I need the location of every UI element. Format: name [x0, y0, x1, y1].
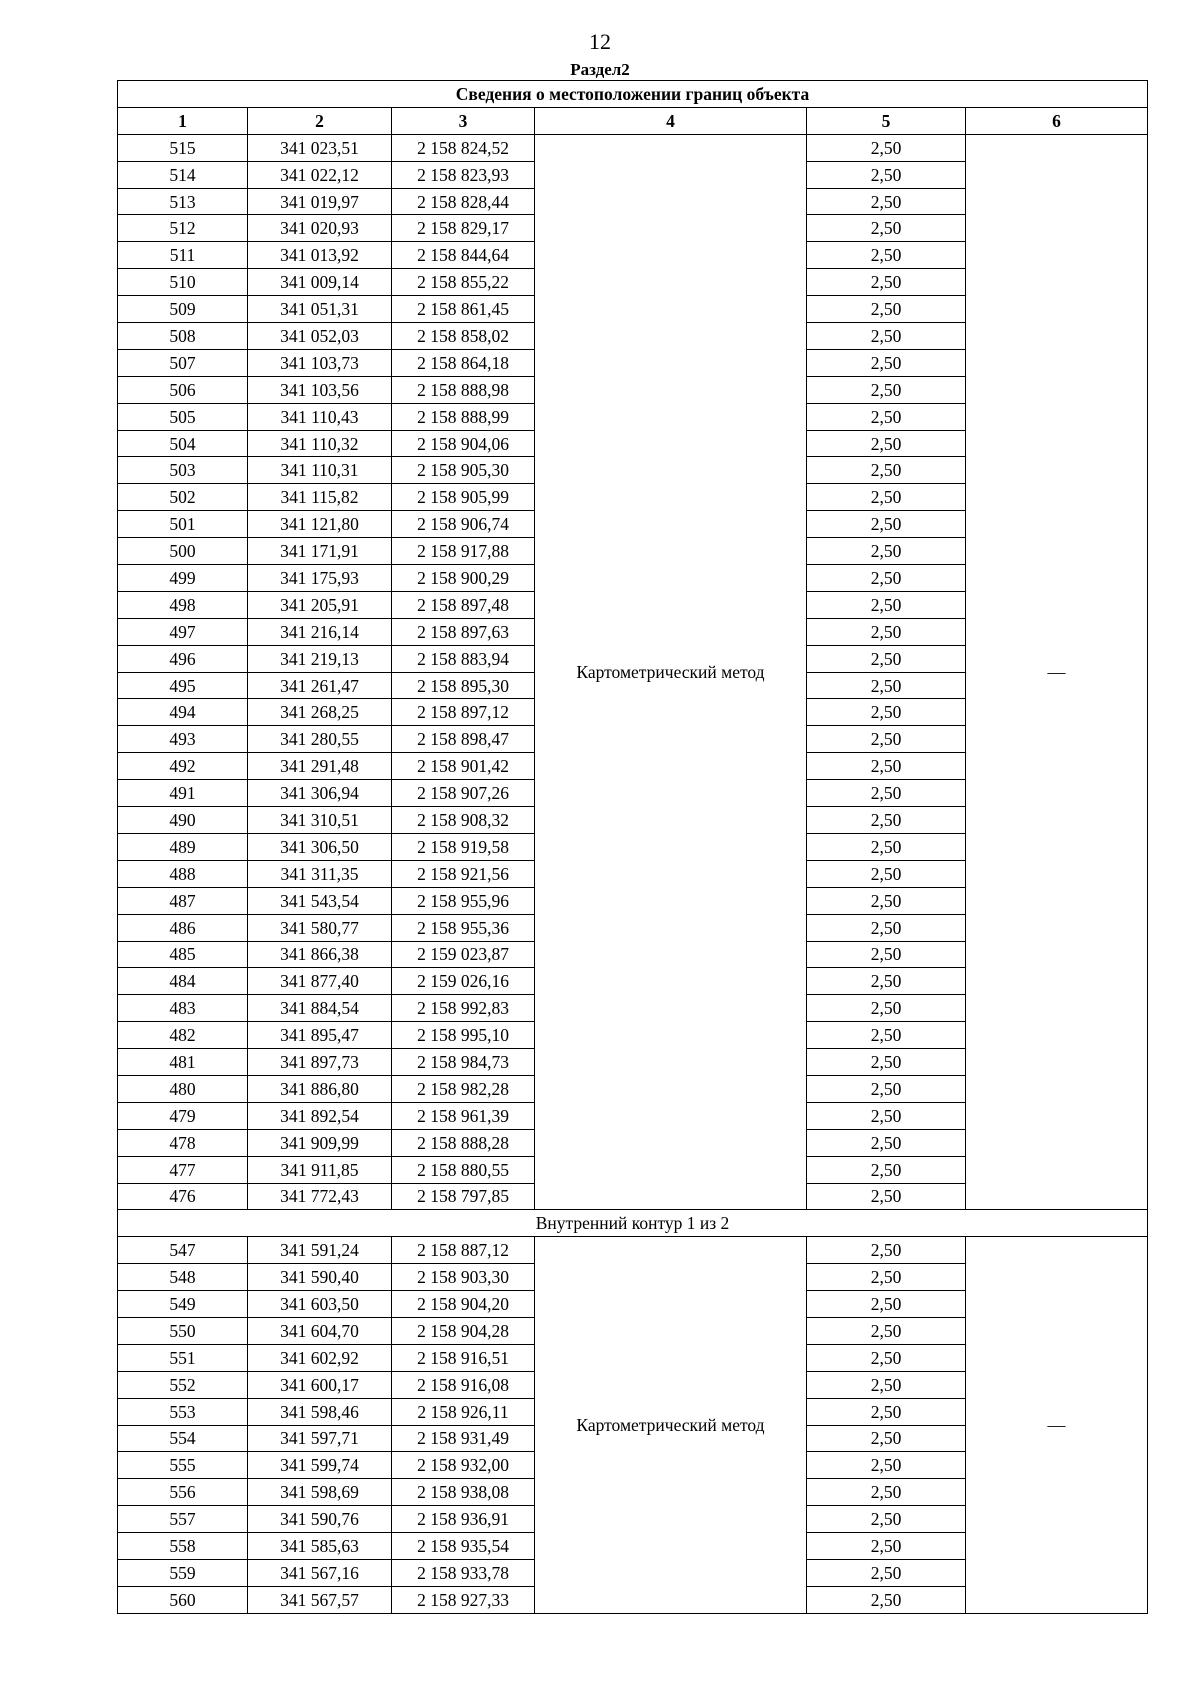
coordinate-y: 2 158 897,48	[392, 591, 535, 618]
coordinate-y: 2 158 888,28	[392, 1129, 535, 1156]
coordinate-x: 341 909,99	[248, 1129, 392, 1156]
coordinate-y: 2 158 828,44	[392, 188, 535, 215]
point-number: 558	[118, 1533, 248, 1560]
point-number: 513	[118, 188, 248, 215]
precision-value: 2,50	[807, 780, 966, 807]
coordinate-y: 2 158 933,78	[392, 1559, 535, 1586]
coordinate-x: 341 216,14	[248, 618, 392, 645]
point-number: 478	[118, 1129, 248, 1156]
coordinate-y: 2 158 898,47	[392, 726, 535, 753]
point-number: 514	[118, 161, 248, 188]
point-number: 505	[118, 403, 248, 430]
coordinate-y: 2 158 864,18	[392, 349, 535, 376]
coordinate-y: 2 158 858,02	[392, 323, 535, 350]
point-number: 485	[118, 941, 248, 968]
precision-value: 2,50	[807, 1237, 966, 1264]
coordinate-y: 2 158 829,17	[392, 215, 535, 242]
coordinate-x: 341 892,54	[248, 1102, 392, 1129]
coordinate-y: 2 158 880,55	[392, 1156, 535, 1183]
point-number: 488	[118, 860, 248, 887]
coordinate-x: 341 580,77	[248, 914, 392, 941]
point-number: 495	[118, 672, 248, 699]
coordinate-y: 2 158 992,83	[392, 995, 535, 1022]
coordinate-y: 2 158 887,12	[392, 1237, 535, 1264]
precision-value: 2,50	[807, 1398, 966, 1425]
point-number: 555	[118, 1452, 248, 1479]
precision-value: 2,50	[807, 188, 966, 215]
coordinate-y: 2 158 904,06	[392, 430, 535, 457]
precision-value: 2,50	[807, 1102, 966, 1129]
column-header: 5	[807, 107, 966, 134]
point-number: 508	[118, 323, 248, 350]
point-number: 556	[118, 1479, 248, 1506]
coordinate-y: 2 158 984,73	[392, 1049, 535, 1076]
coordinate-x: 341 597,71	[248, 1425, 392, 1452]
precision-value: 2,50	[807, 1371, 966, 1398]
coordinate-x: 341 171,91	[248, 538, 392, 565]
coordinate-y: 2 158 905,99	[392, 484, 535, 511]
coordinate-y: 2 158 855,22	[392, 269, 535, 296]
point-number: 498	[118, 591, 248, 618]
coordinate-y: 2 158 921,56	[392, 860, 535, 887]
point-number: 510	[118, 269, 248, 296]
coordinate-x: 341 261,47	[248, 672, 392, 699]
coordinate-x: 341 866,38	[248, 941, 392, 968]
precision-value: 2,50	[807, 1452, 966, 1479]
precision-value: 2,50	[807, 242, 966, 269]
point-number: 483	[118, 995, 248, 1022]
precision-value: 2,50	[807, 1559, 966, 1586]
coordinate-x: 341 103,73	[248, 349, 392, 376]
precision-value: 2,50	[807, 349, 966, 376]
precision-value: 2,50	[807, 887, 966, 914]
coordinate-y: 2 158 903,30	[392, 1264, 535, 1291]
coordinate-y: 2 158 883,94	[392, 645, 535, 672]
coordinate-x: 341 604,70	[248, 1317, 392, 1344]
coordinate-x: 341 205,91	[248, 591, 392, 618]
coordinate-y: 2 158 907,26	[392, 780, 535, 807]
method-cell: Картометрический метод	[535, 134, 807, 1210]
precision-value: 2,50	[807, 484, 966, 511]
coordinate-y: 2 158 900,29	[392, 565, 535, 592]
column-header: 6	[966, 107, 1148, 134]
precision-value: 2,50	[807, 457, 966, 484]
precision-value: 2,50	[807, 699, 966, 726]
point-number: 476	[118, 1183, 248, 1210]
precision-value: 2,50	[807, 807, 966, 834]
precision-value: 2,50	[807, 1291, 966, 1318]
precision-value: 2,50	[807, 1156, 966, 1183]
column-header: 3	[392, 107, 535, 134]
coordinate-x: 341 268,25	[248, 699, 392, 726]
point-number: 559	[118, 1559, 248, 1586]
precision-value: 2,50	[807, 914, 966, 941]
point-number: 560	[118, 1586, 248, 1613]
table-row	[118, 134, 1148, 161]
point-number: 492	[118, 753, 248, 780]
precision-value: 2,50	[807, 1506, 966, 1533]
page-number: 12	[589, 29, 611, 54]
coordinate-y: 2 158 955,36	[392, 914, 535, 941]
coordinate-y: 2 158 895,30	[392, 672, 535, 699]
coordinate-x: 341 306,94	[248, 780, 392, 807]
coordinate-y: 2 158 932,00	[392, 1452, 535, 1479]
precision-value: 2,50	[807, 1317, 966, 1344]
coordinate-y: 2 158 961,39	[392, 1102, 535, 1129]
coordinate-x: 341 052,03	[248, 323, 392, 350]
point-number: 503	[118, 457, 248, 484]
point-number: 487	[118, 887, 248, 914]
precision-value: 2,50	[807, 1049, 966, 1076]
coordinate-x: 341 600,17	[248, 1371, 392, 1398]
point-number: 506	[118, 376, 248, 403]
method-cell: Картометрический метод	[535, 1237, 807, 1613]
coordinate-x: 341 897,73	[248, 1049, 392, 1076]
precision-value: 2,50	[807, 565, 966, 592]
precision-value: 2,50	[807, 995, 966, 1022]
coordinate-y: 2 158 897,12	[392, 699, 535, 726]
point-number: 507	[118, 349, 248, 376]
coordinate-y: 2 158 916,51	[392, 1344, 535, 1371]
point-number: 547	[118, 1237, 248, 1264]
precision-value: 2,50	[807, 968, 966, 995]
coordinate-y: 2 158 888,98	[392, 376, 535, 403]
coordinate-x: 341 019,97	[248, 188, 392, 215]
point-number: 557	[118, 1506, 248, 1533]
point-number: 481	[118, 1049, 248, 1076]
coordinate-x: 341 877,40	[248, 968, 392, 995]
table-caption-row	[118, 81, 1148, 108]
point-number: 480	[118, 1075, 248, 1102]
point-number: 554	[118, 1425, 248, 1452]
precision-value: 2,50	[807, 1264, 966, 1291]
precision-value: 2,50	[807, 860, 966, 887]
coordinate-x: 341 886,80	[248, 1075, 392, 1102]
precision-value: 2,50	[807, 1129, 966, 1156]
coordinate-x: 341 591,24	[248, 1237, 392, 1264]
coordinate-y: 2 158 906,74	[392, 511, 535, 538]
point-number: 497	[118, 618, 248, 645]
coordinate-x: 341 110,43	[248, 403, 392, 430]
coordinate-x: 341 585,63	[248, 1533, 392, 1560]
point-number: 496	[118, 645, 248, 672]
coordinate-x: 341 175,93	[248, 565, 392, 592]
coordinate-x: 341 567,16	[248, 1559, 392, 1586]
coordinate-x: 341 310,51	[248, 807, 392, 834]
precision-value: 2,50	[807, 511, 966, 538]
coordinate-x: 341 884,54	[248, 995, 392, 1022]
point-number: 477	[118, 1156, 248, 1183]
coordinate-y: 2 158 936,91	[392, 1506, 535, 1533]
coordinate-x: 341 567,57	[248, 1586, 392, 1613]
precision-value: 2,50	[807, 1533, 966, 1560]
point-number: 490	[118, 807, 248, 834]
coordinate-y: 2 158 927,33	[392, 1586, 535, 1613]
precision-value: 2,50	[807, 323, 966, 350]
point-number: 501	[118, 511, 248, 538]
precision-value: 2,50	[807, 1075, 966, 1102]
precision-value: 2,50	[807, 1586, 966, 1613]
coordinate-y: 2 158 995,10	[392, 1022, 535, 1049]
coordinate-y: 2 158 982,28	[392, 1075, 535, 1102]
coordinate-y: 2 158 935,54	[392, 1533, 535, 1560]
note-cell: —	[966, 1237, 1148, 1613]
coordinate-x: 341 543,54	[248, 887, 392, 914]
precision-value: 2,50	[807, 672, 966, 699]
precision-value: 2,50	[807, 1479, 966, 1506]
table-caption: Сведения о местоположении границ объекта	[118, 81, 1148, 108]
point-number: 489	[118, 833, 248, 860]
point-number: 502	[118, 484, 248, 511]
point-number: 553	[118, 1398, 248, 1425]
coordinate-y: 2 158 926,11	[392, 1398, 535, 1425]
coordinate-x: 341 602,92	[248, 1344, 392, 1371]
coordinate-y: 2 158 904,20	[392, 1291, 535, 1318]
point-number: 549	[118, 1291, 248, 1318]
coordinate-y: 2 158 901,42	[392, 753, 535, 780]
coordinate-y: 2 158 888,99	[392, 403, 535, 430]
coordinate-y: 2 159 026,16	[392, 968, 535, 995]
table-header-row	[118, 107, 1148, 134]
coordinate-x: 341 121,80	[248, 511, 392, 538]
point-number: 509	[118, 296, 248, 323]
precision-value: 2,50	[807, 591, 966, 618]
coordinate-x: 341 772,43	[248, 1183, 392, 1210]
coordinate-x: 341 598,46	[248, 1398, 392, 1425]
precision-value: 2,50	[807, 538, 966, 565]
precision-value: 2,50	[807, 1425, 966, 1452]
precision-value: 2,50	[807, 941, 966, 968]
point-number: 504	[118, 430, 248, 457]
coordinate-x: 341 013,92	[248, 242, 392, 269]
point-number: 550	[118, 1317, 248, 1344]
coordinate-y: 2 158 823,93	[392, 161, 535, 188]
precision-value: 2,50	[807, 376, 966, 403]
point-number: 499	[118, 565, 248, 592]
point-number: 512	[118, 215, 248, 242]
precision-value: 2,50	[807, 430, 966, 457]
precision-value: 2,50	[807, 215, 966, 242]
coordinate-y: 2 158 904,28	[392, 1317, 535, 1344]
coordinate-y: 2 158 916,08	[392, 1371, 535, 1398]
coordinate-y: 2 158 931,49	[392, 1425, 535, 1452]
point-number: 491	[118, 780, 248, 807]
coordinate-x: 341 110,31	[248, 457, 392, 484]
column-header: 4	[535, 107, 807, 134]
coordinate-x: 341 103,56	[248, 376, 392, 403]
point-number: 494	[118, 699, 248, 726]
coordinate-y: 2 158 955,96	[392, 887, 535, 914]
coordinate-x: 341 603,50	[248, 1291, 392, 1318]
point-number: 511	[118, 242, 248, 269]
point-number: 515	[118, 134, 248, 161]
column-header: 1	[118, 107, 248, 134]
point-number: 484	[118, 968, 248, 995]
coordinate-y: 2 158 905,30	[392, 457, 535, 484]
point-number: 482	[118, 1022, 248, 1049]
precision-value: 2,50	[807, 403, 966, 430]
point-number: 500	[118, 538, 248, 565]
coordinate-y: 2 158 824,52	[392, 134, 535, 161]
coordinate-x: 341 280,55	[248, 726, 392, 753]
coordinate-y: 2 158 897,63	[392, 618, 535, 645]
precision-value: 2,50	[807, 753, 966, 780]
boundary-coordinates-table	[117, 80, 1148, 1614]
coordinate-x: 341 009,14	[248, 269, 392, 296]
point-number: 479	[118, 1102, 248, 1129]
coordinate-y: 2 158 917,88	[392, 538, 535, 565]
coordinate-x: 341 598,69	[248, 1479, 392, 1506]
coordinate-x: 341 311,35	[248, 860, 392, 887]
point-number: 551	[118, 1344, 248, 1371]
precision-value: 2,50	[807, 296, 966, 323]
coordinate-y: 2 158 861,45	[392, 296, 535, 323]
precision-value: 2,50	[807, 1022, 966, 1049]
precision-value: 2,50	[807, 618, 966, 645]
coordinate-x: 341 219,13	[248, 645, 392, 672]
coordinate-x: 341 291,48	[248, 753, 392, 780]
table-body	[118, 134, 1148, 1613]
coordinate-y: 2 158 797,85	[392, 1183, 535, 1210]
coordinate-x: 341 590,40	[248, 1264, 392, 1291]
precision-value: 2,50	[807, 1344, 966, 1371]
point-number: 552	[118, 1371, 248, 1398]
coordinate-y: 2 159 023,87	[392, 941, 535, 968]
coordinate-y: 2 158 938,08	[392, 1479, 535, 1506]
coordinate-x: 341 051,31	[248, 296, 392, 323]
coordinate-y: 2 158 919,58	[392, 833, 535, 860]
precision-value: 2,50	[807, 833, 966, 860]
coordinate-x: 341 022,12	[248, 161, 392, 188]
coordinate-x: 341 599,74	[248, 1452, 392, 1479]
coordinate-x: 341 023,51	[248, 134, 392, 161]
coordinate-x: 341 911,85	[248, 1156, 392, 1183]
section-title: Раздел2	[570, 60, 630, 79]
precision-value: 2,50	[807, 134, 966, 161]
precision-value: 2,50	[807, 161, 966, 188]
precision-value: 2,50	[807, 1183, 966, 1210]
coordinate-x: 341 115,82	[248, 484, 392, 511]
point-number: 493	[118, 726, 248, 753]
precision-value: 2,50	[807, 269, 966, 296]
point-number: 486	[118, 914, 248, 941]
coordinate-y: 2 158 844,64	[392, 242, 535, 269]
precision-value: 2,50	[807, 726, 966, 753]
coordinate-x: 341 110,32	[248, 430, 392, 457]
contour-label-row	[118, 1210, 1148, 1237]
table-row	[118, 1237, 1148, 1264]
coordinate-y: 2 158 908,32	[392, 807, 535, 834]
coordinate-x: 341 590,76	[248, 1506, 392, 1533]
precision-value: 2,50	[807, 645, 966, 672]
column-header: 2	[248, 107, 392, 134]
coordinate-x: 341 306,50	[248, 833, 392, 860]
coordinate-x: 341 020,93	[248, 215, 392, 242]
note-cell: —	[966, 134, 1148, 1210]
contour-label: Внутренний контур 1 из 2	[118, 1210, 1148, 1237]
point-number: 548	[118, 1264, 248, 1291]
coordinate-x: 341 895,47	[248, 1022, 392, 1049]
